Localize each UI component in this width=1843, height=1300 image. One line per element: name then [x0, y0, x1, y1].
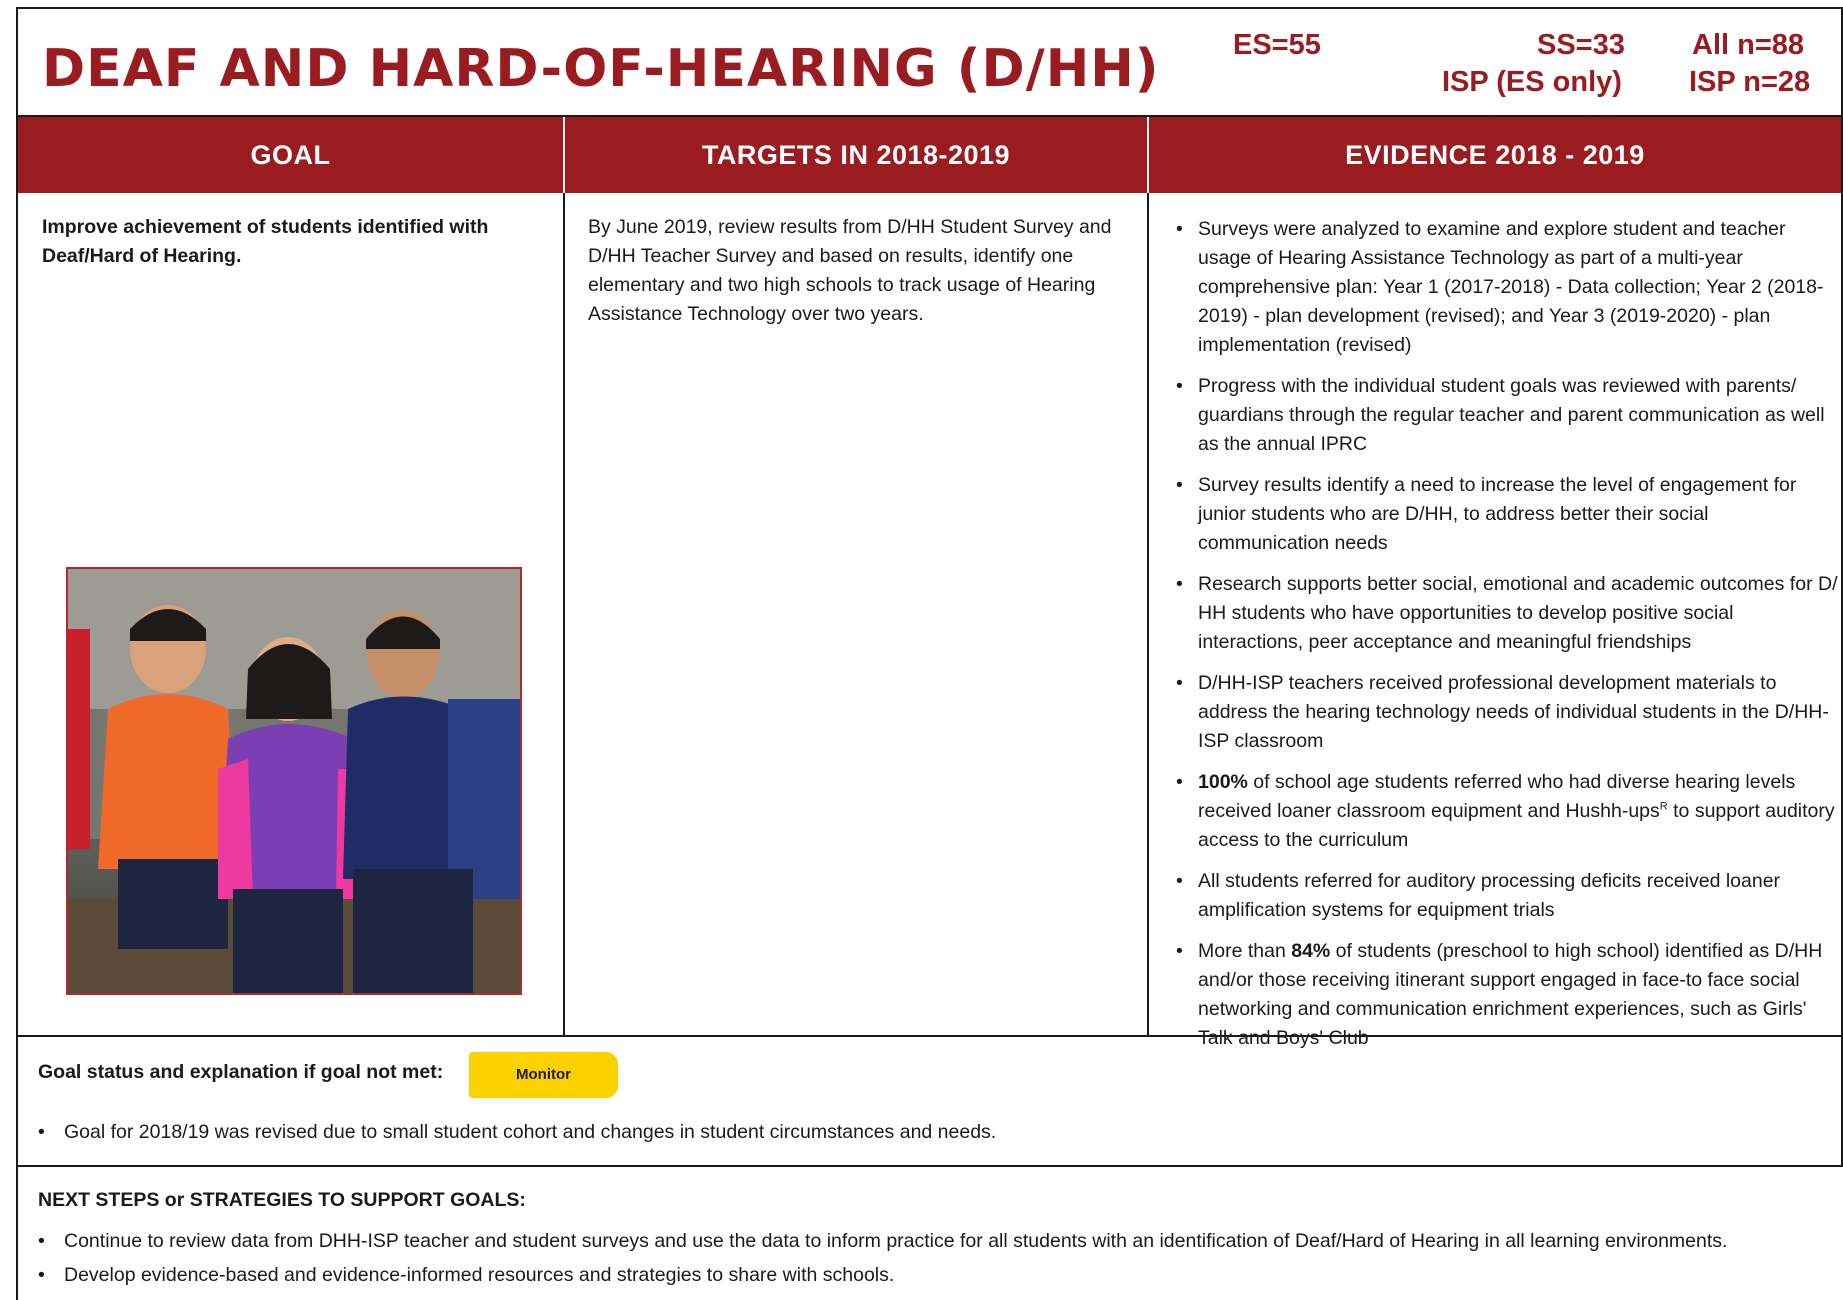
- es-count: ES=55: [1233, 29, 1321, 61]
- percent-100: 100%: [1198, 771, 1248, 793]
- next-steps-section: [16, 1167, 1843, 1300]
- goal-status-label: Goal status and explanation if goal not met:: [38, 1061, 444, 1083]
- registered-mark: R: [1659, 800, 1668, 813]
- evidence-text: of students (preschool to high school) identified as D/HH and/or those receiving itinerant support engaged in face-to face social networking and communication enrichment experiences, such as Girls' Talk and Boys' Club: [1198, 940, 1823, 1049]
- evidence-text: to support auditory access to the curriculum: [1198, 800, 1835, 851]
- evidence-text: More than: [1198, 940, 1292, 962]
- column-divider: [1147, 193, 1149, 1035]
- column-header-evidence: EVIDENCE 2018 - 2019: [1345, 140, 1645, 170]
- evidence-text: of school age students referred who had diverse hearing levels received loaner classroom equipment and Hushh-ups: [1198, 771, 1796, 822]
- students-photo-illustration: [68, 569, 522, 995]
- list-item: [1168, 768, 1838, 855]
- status-explanation-text: Goal for 2018/19 was revised due to small student cohort and changes in student circumstances and needs.: [64, 1121, 997, 1143]
- next-step-text: Develop evidence-based and evidence-informed resources and strategies to share with schools.: [64, 1264, 895, 1286]
- list-item: [38, 1230, 1727, 1253]
- target-text: By June 2019, review results from D/HH Student Survey and D/HH Teacher Survey and based on results, identify one elementary and two high schools to track usage of Hearing Assistance Technology over two years.: [588, 216, 1112, 325]
- column-header-targets: TARGETS IN 2018-2019: [701, 140, 1011, 170]
- goal-text: Improve achievement of students identified with Deaf/Hard of Hearing.: [42, 216, 489, 267]
- header: [16, 7, 1843, 115]
- list-item: • Survey results identify a need to increase the level of engagement for junior students who are D/HH, to address better their social communication needs: [1168, 471, 1838, 558]
- list-item: [1168, 937, 1838, 1053]
- list-item: • D/HH-ISP teachers received professional development materials to address the hearing technology needs of individual students in the D/HH-ISP classroom: [1168, 669, 1838, 756]
- table-header: [18, 117, 1841, 193]
- bullet-icon: •: [38, 1121, 45, 1143]
- header-divider: [1147, 117, 1149, 193]
- list-item: • Research supports better social, emotional and academic outcomes for D/ HH students who have opportunities to develop positive social interactions, peer acceptance and meaningful friendships: [1168, 570, 1838, 657]
- list-item: [38, 1264, 894, 1287]
- goal-status-section: [16, 1037, 1843, 1167]
- list-item: • Surveys were analyzed to examine and explore student and teacher usage of Hearing Assistance Technology as part of a multi-year comprehensive plan: Year 1 (2017-2018) - Data collection; Year 2 (2018-2019) - plan development (revised); and Year 3 (2019-2020) - plan implementation (revised): [1168, 215, 1838, 360]
- status-explanation: [38, 1121, 996, 1144]
- all-count: All n=88: [1692, 29, 1805, 61]
- ss-count: SS=33: [1537, 29, 1625, 61]
- isp-count: ISP n=28: [1689, 66, 1811, 98]
- percent-84: 84%: [1291, 940, 1331, 962]
- isp-label: ISP (ES only): [1442, 66, 1622, 98]
- goals-table: [16, 115, 1843, 1049]
- students-photo: [66, 567, 522, 995]
- list-item: • All students referred for auditory processing deficits received loaner amplification systems for equipment trials: [1168, 867, 1838, 925]
- bullet-icon: •: [38, 1264, 45, 1286]
- list-item: • Progress with the individual student goals was reviewed with parents/ guardians through the regular teacher and parent communication as well as the annual IPRC: [1168, 372, 1838, 459]
- page-title: DEAF AND HARD-OF-HEARING (D/HH): [42, 39, 1160, 99]
- bullet-icon: •: [38, 1230, 45, 1252]
- column-header-goal: GOAL: [250, 140, 331, 170]
- column-divider: [563, 193, 565, 1035]
- evidence-cell: [1168, 215, 1838, 1065]
- header-divider: [563, 117, 565, 193]
- next-steps-title: NEXT STEPS or STRATEGIES TO SUPPORT GOALS:: [38, 1189, 526, 1211]
- next-step-text: Continue to review data from DHH-ISP teacher and student surveys and use the data to inform practice for all students with an identification of Deaf/Hard of Hearing in all learning environments.: [64, 1230, 1728, 1252]
- status-badge: Monitor: [469, 1052, 618, 1098]
- evidence-list: [1168, 215, 1838, 1053]
